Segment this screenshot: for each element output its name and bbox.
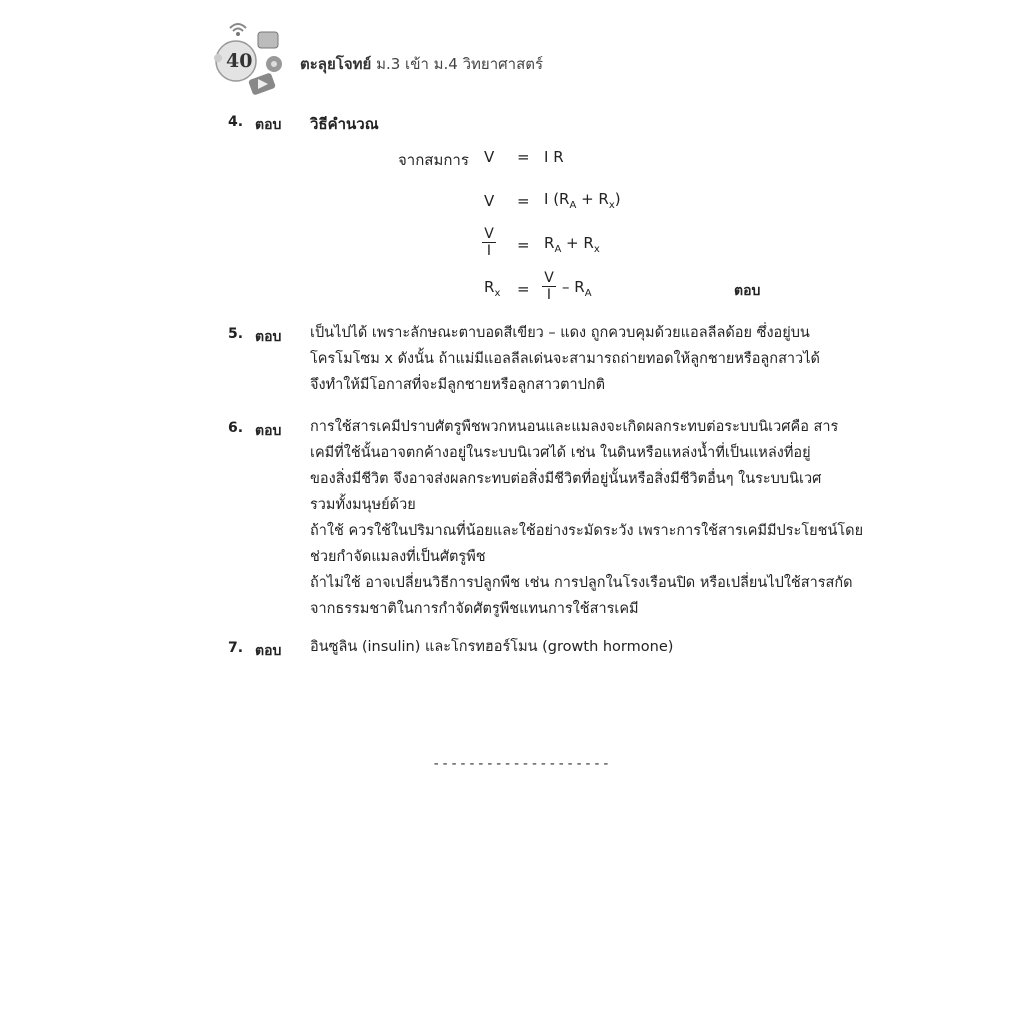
paragraph-line: เป็นไปได้ เพราะลักษณะตาบอดสีเขียว – แดง ถูกควบคุมด้วยแอลลีลด้อย ซึ่งอยู่บน <box>310 325 810 341</box>
equation-3-rhs: $R_A + R_x$ <box>544 234 600 255</box>
final-answer-label: ตอบ <box>734 283 761 299</box>
equation-2-equals: = <box>517 192 530 210</box>
paragraph-line: จึงทำให้มีโอกาสที่จะมีลูกชายหรือลูกสาวตาปกติ <box>310 377 606 393</box>
paragraph-line: รวมทั้งมนุษย์ด้วย <box>310 497 416 513</box>
answer-4-number: 4. <box>228 114 244 130</box>
answer-5-text <box>310 320 820 398</box>
answer-7-label: ตอบ <box>255 643 282 659</box>
equation-4-equals: = <box>517 280 530 298</box>
book-title-subtitle: ม.3 เข้า ม.4 วิทยาศาสตร์ <box>376 55 544 73</box>
paragraph-line: การใช้สารเคมีปราบศัตรูพืชพวกหนอนและแมลงจะเกิดผลกระทบต่อระบบนิเวศคือ สาร <box>310 419 839 435</box>
method-title: วิธีคำนวณ <box>310 115 379 133</box>
from-equation-text: จากสมการ <box>398 151 469 169</box>
page-number: 40 <box>226 50 253 72</box>
paragraph-line: ถ้าไม่ใช้ อาจเปลี่ยนวิธีการปลูกพืช เช่น การปลูกในโรงเรือนปิด หรือเปลี่ยนไปใช้สารสกัด <box>310 575 853 591</box>
answer-7-number: 7. <box>228 640 244 656</box>
end-of-section-divider: -------------------- <box>432 756 611 772</box>
equation-2-rhs: I $(R_A + R_x)$ <box>544 190 621 211</box>
paragraph-line: เคมีที่ใช้นั้นอาจตกค้างอยู่ในระบบนิเวศได้ เช่น ในดินหรือแหล่งน้ำที่เป็นแหล่งที่อยู่ <box>310 445 811 461</box>
equation-4-fraction: $\frac{V}{I}$ <box>542 270 556 303</box>
equation-1-rhs: I R <box>544 148 564 166</box>
paragraph-line: โครโมโซม x ดังนั้น ถ้าแม่มีแอลลีลเด่นจะสามารถถ่ายทอดให้ลูกชายหรือลูกสาวได้ <box>310 351 820 367</box>
book-title-bold: ตะลุยโจทย์ <box>300 55 372 73</box>
answer-6-number: 6. <box>228 420 244 436</box>
equation-1-lhs: V <box>484 148 495 166</box>
answer-5-label: ตอบ <box>255 329 282 345</box>
answer-6-text <box>310 414 864 622</box>
paragraph-line: จากธรรมชาติในการกำจัดศัตรูพืชแทนการใช้สารเคมี <box>310 601 639 617</box>
answer-7-text <box>310 634 806 660</box>
paragraph-line: ถ้าใช้ ควรใช้ในปริมาณที่น้อยและใช้อย่างระมัดระวัง เพราะการใช้สารเคมีมีประโยชน์โดย <box>310 523 864 539</box>
paragraph-line: อินซูลิน (insulin) และโกรทฮอร์โมน (growth hormone) <box>310 639 674 655</box>
equation-4-lhs: $R_x$ <box>484 278 501 299</box>
answer-4-label: ตอบ <box>255 117 282 133</box>
paragraph-line: ช่วยกำจัดแมลงที่เป็นศัตรูพืช <box>310 549 486 565</box>
book-title <box>300 52 543 76</box>
answer-5-number: 5. <box>228 326 244 342</box>
equation-4-rhs: – $R_A$ <box>562 278 592 299</box>
answer-6-label: ตอบ <box>255 423 282 439</box>
equation-1-equals: = <box>517 148 530 166</box>
paragraph-line: ของสิ่งมีชีวิต จึงอาจส่งผลกระทบต่อสิ่งมีชีวิตที่อยู่นั้นหรือสิ่งมีชีวิตอื่นๆ ในระบบนิเวศ <box>310 471 822 487</box>
equation-2-lhs: V <box>484 192 495 210</box>
equation-3-equals: = <box>517 236 530 254</box>
equation-3-fraction: $\frac{V}{I}$ <box>482 226 496 259</box>
